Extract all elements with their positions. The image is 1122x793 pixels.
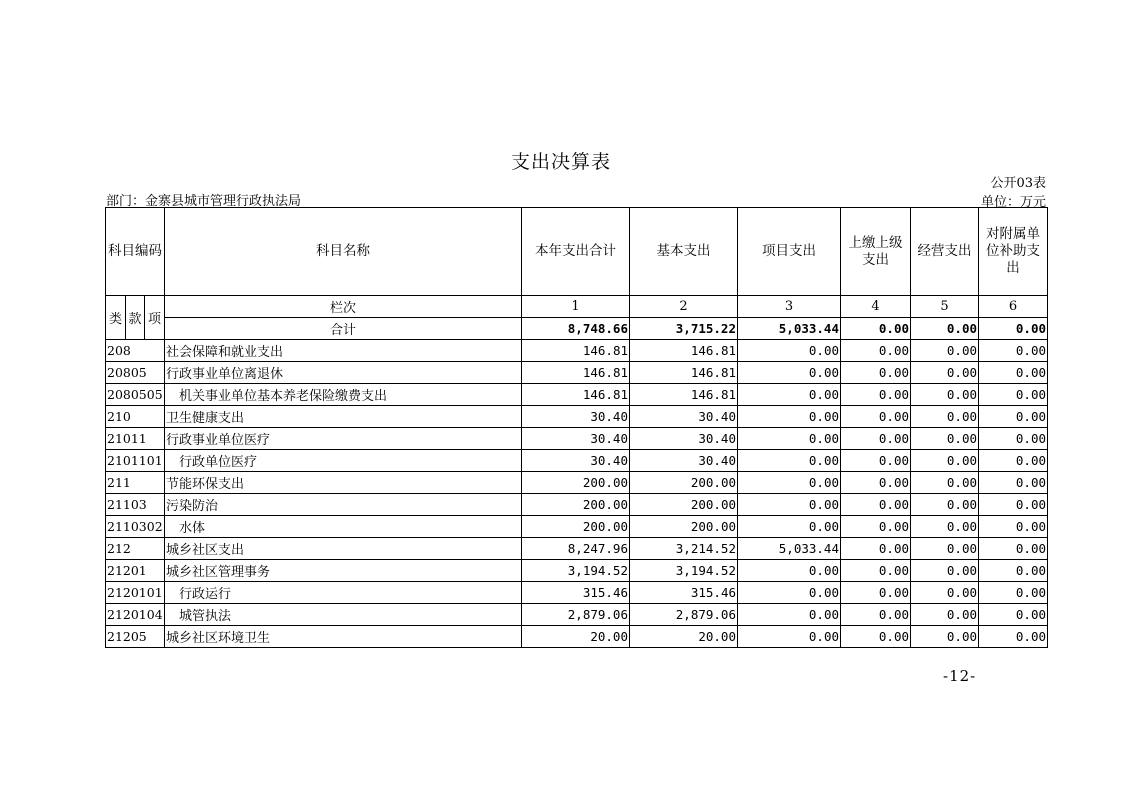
table-row bbox=[106, 560, 1048, 582]
project-cell: 0.00 bbox=[738, 516, 841, 538]
subject-name-cell: 污染防治 bbox=[165, 494, 522, 516]
subsidy-cell: 0.00 bbox=[979, 538, 1048, 560]
business-cell: 0.00 bbox=[911, 450, 979, 472]
project-cell: 0.00 bbox=[738, 362, 841, 384]
basic-cell: 30.40 bbox=[630, 428, 738, 450]
business-cell: 0.00 bbox=[911, 560, 979, 582]
total-cell: 30.40 bbox=[522, 450, 630, 472]
upper-cell: 0.00 bbox=[841, 538, 911, 560]
total-cell: 3,194.52 bbox=[522, 560, 630, 582]
subject-name-cell: 城管执法 bbox=[165, 604, 522, 626]
total-cell: 2,879.06 bbox=[522, 604, 630, 626]
table-row bbox=[106, 582, 1048, 604]
basic-cell: 30.40 bbox=[630, 406, 738, 428]
basic-cell: 146.81 bbox=[630, 340, 738, 362]
col-index-4: 4 bbox=[841, 296, 911, 318]
business-cell: 0.00 bbox=[911, 428, 979, 450]
basic-cell: 3,214.52 bbox=[630, 538, 738, 560]
basic-cell: 200.00 bbox=[630, 494, 738, 516]
subject-code-cell: 2120104 bbox=[106, 604, 165, 626]
total-upper-cell: 0.00 bbox=[841, 318, 911, 340]
basic-cell: 30.40 bbox=[630, 450, 738, 472]
subject-name-cell: 行政事业单位离退休 bbox=[165, 362, 522, 384]
header-name: 科目名称 bbox=[165, 208, 522, 296]
total-cell: 20.00 bbox=[522, 626, 630, 648]
basic-cell: 200.00 bbox=[630, 516, 738, 538]
project-cell: 0.00 bbox=[738, 450, 841, 472]
subject-code-cell: 210 bbox=[106, 406, 165, 428]
header-upper: 上缴上级支出 bbox=[841, 208, 911, 296]
table-row bbox=[106, 406, 1048, 428]
page-number: -12- bbox=[943, 667, 977, 685]
total-cell: 30.40 bbox=[522, 406, 630, 428]
subject-code-cell: 211 bbox=[106, 472, 165, 494]
basic-cell: 146.81 bbox=[630, 384, 738, 406]
subject-name-cell: 机关事业单位基本养老保险缴费支出 bbox=[165, 384, 522, 406]
total-label: 合计 bbox=[165, 318, 522, 340]
table-row bbox=[106, 516, 1048, 538]
business-cell: 0.00 bbox=[911, 472, 979, 494]
subject-name-cell: 水体 bbox=[165, 516, 522, 538]
total-cell: 200.00 bbox=[522, 516, 630, 538]
table-row bbox=[106, 340, 1048, 362]
total-cell: 200.00 bbox=[522, 494, 630, 516]
subject-code-cell: 2120101 bbox=[106, 582, 165, 604]
table-row bbox=[106, 472, 1048, 494]
col-index-1: 1 bbox=[522, 296, 630, 318]
upper-cell: 0.00 bbox=[841, 626, 911, 648]
project-cell: 0.00 bbox=[738, 582, 841, 604]
unit-label: 单位：万元 bbox=[980, 195, 1046, 210]
col-index-5: 5 bbox=[911, 296, 979, 318]
subsidy-cell: 0.00 bbox=[979, 560, 1048, 582]
column-index-row bbox=[106, 296, 1048, 318]
upper-cell: 0.00 bbox=[841, 472, 911, 494]
business-cell: 0.00 bbox=[911, 626, 979, 648]
subsidy-cell: 0.00 bbox=[979, 494, 1048, 516]
subsidy-cell: 0.00 bbox=[979, 362, 1048, 384]
subsidy-cell: 0.00 bbox=[979, 626, 1048, 648]
total-cell: 146.81 bbox=[522, 340, 630, 362]
project-cell: 0.00 bbox=[738, 604, 841, 626]
header-lanci: 栏次 bbox=[165, 296, 522, 318]
header-business: 经营支出 bbox=[911, 208, 979, 296]
subject-name-cell: 城乡社区环境卫生 bbox=[165, 626, 522, 648]
subject-code-cell: 208 bbox=[106, 340, 165, 362]
table-row bbox=[106, 362, 1048, 384]
subsidy-cell: 0.00 bbox=[979, 384, 1048, 406]
total-row bbox=[106, 318, 1048, 340]
subject-name-cell: 行政事业单位医疗 bbox=[165, 428, 522, 450]
upper-cell: 0.00 bbox=[841, 362, 911, 384]
upper-cell: 0.00 bbox=[841, 450, 911, 472]
subject-code-cell: 20805 bbox=[106, 362, 165, 384]
subject-code-cell: 2080505 bbox=[106, 384, 165, 406]
header-basic: 基本支出 bbox=[630, 208, 738, 296]
business-cell: 0.00 bbox=[911, 538, 979, 560]
business-cell: 0.00 bbox=[911, 384, 979, 406]
header-project: 项目支出 bbox=[738, 208, 841, 296]
basic-cell: 20.00 bbox=[630, 626, 738, 648]
subject-name-cell: 行政单位医疗 bbox=[165, 450, 522, 472]
subject-code-cell: 2110302 bbox=[106, 516, 165, 538]
header-lei: 类 bbox=[106, 296, 126, 340]
department-label: 部门：金寨县城市管理行政执法局 bbox=[106, 194, 302, 209]
total-cell: 146.81 bbox=[522, 384, 630, 406]
table-row bbox=[106, 450, 1048, 472]
total-cell: 8,247.96 bbox=[522, 538, 630, 560]
subsidy-cell: 0.00 bbox=[979, 604, 1048, 626]
upper-cell: 0.00 bbox=[841, 494, 911, 516]
upper-cell: 0.00 bbox=[841, 340, 911, 362]
project-cell: 5,033.44 bbox=[738, 538, 841, 560]
header-code: 科目编码 bbox=[106, 208, 165, 296]
header-row bbox=[106, 208, 1048, 296]
table-row bbox=[106, 604, 1048, 626]
table-row bbox=[106, 384, 1048, 406]
basic-cell: 146.81 bbox=[630, 362, 738, 384]
page-title: 支出决算表 bbox=[510, 151, 611, 173]
business-cell: 0.00 bbox=[911, 340, 979, 362]
total-project-cell: 5,033.44 bbox=[738, 318, 841, 340]
subsidy-cell: 0.00 bbox=[979, 406, 1048, 428]
header-kuan: 款 bbox=[126, 296, 145, 340]
total-cell: 146.81 bbox=[522, 362, 630, 384]
total-cell: 30.40 bbox=[522, 428, 630, 450]
subject-name-cell: 卫生健康支出 bbox=[165, 406, 522, 428]
project-cell: 0.00 bbox=[738, 494, 841, 516]
header-xiang: 项 bbox=[145, 296, 165, 340]
project-cell: 0.00 bbox=[738, 428, 841, 450]
upper-cell: 0.00 bbox=[841, 406, 911, 428]
subject-name-cell: 行政运行 bbox=[165, 582, 522, 604]
header-subsidy: 对附属单位补助支出 bbox=[979, 208, 1048, 296]
subject-name-cell: 城乡社区支出 bbox=[165, 538, 522, 560]
project-cell: 0.00 bbox=[738, 560, 841, 582]
table-row bbox=[106, 538, 1048, 560]
basic-cell: 3,194.52 bbox=[630, 560, 738, 582]
basic-cell: 200.00 bbox=[630, 472, 738, 494]
business-cell: 0.00 bbox=[911, 494, 979, 516]
project-cell: 0.00 bbox=[738, 626, 841, 648]
header-total: 本年支出合计 bbox=[522, 208, 630, 296]
subject-name-cell: 节能环保支出 bbox=[165, 472, 522, 494]
subsidy-cell: 0.00 bbox=[979, 428, 1048, 450]
total-cell: 315.46 bbox=[522, 582, 630, 604]
subject-code-cell: 2101101 bbox=[106, 450, 165, 472]
business-cell: 0.00 bbox=[911, 406, 979, 428]
upper-cell: 0.00 bbox=[841, 516, 911, 538]
total-business-cell: 0.00 bbox=[911, 318, 979, 340]
subject-name-cell: 城乡社区管理事务 bbox=[165, 560, 522, 582]
subsidy-cell: 0.00 bbox=[979, 450, 1048, 472]
subject-code-cell: 21205 bbox=[106, 626, 165, 648]
subject-code-cell: 21011 bbox=[106, 428, 165, 450]
project-cell: 0.00 bbox=[738, 384, 841, 406]
col-index-2: 2 bbox=[630, 296, 738, 318]
total-basic-cell: 3,715.22 bbox=[630, 318, 738, 340]
basic-cell: 315.46 bbox=[630, 582, 738, 604]
subject-name-cell: 社会保障和就业支出 bbox=[165, 340, 522, 362]
col-index-3: 3 bbox=[738, 296, 841, 318]
table-row bbox=[106, 428, 1048, 450]
form-number: 公开03表 bbox=[990, 176, 1046, 191]
table-row bbox=[106, 494, 1048, 516]
subsidy-cell: 0.00 bbox=[979, 472, 1048, 494]
project-cell: 0.00 bbox=[738, 406, 841, 428]
business-cell: 0.00 bbox=[911, 582, 979, 604]
business-cell: 0.00 bbox=[911, 604, 979, 626]
upper-cell: 0.00 bbox=[841, 604, 911, 626]
expenditure-table bbox=[105, 207, 1048, 648]
upper-cell: 0.00 bbox=[841, 384, 911, 406]
project-cell: 0.00 bbox=[738, 472, 841, 494]
col-index-6: 6 bbox=[979, 296, 1048, 318]
subject-code-cell: 212 bbox=[106, 538, 165, 560]
subsidy-cell: 0.00 bbox=[979, 516, 1048, 538]
total-cell: 8,748.66 bbox=[522, 318, 630, 340]
upper-cell: 0.00 bbox=[841, 428, 911, 450]
table-row bbox=[106, 626, 1048, 648]
business-cell: 0.00 bbox=[911, 362, 979, 384]
subject-code-cell: 21201 bbox=[106, 560, 165, 582]
total-cell: 200.00 bbox=[522, 472, 630, 494]
subsidy-cell: 0.00 bbox=[979, 340, 1048, 362]
total-subsidy-cell: 0.00 bbox=[979, 318, 1048, 340]
project-cell: 0.00 bbox=[738, 340, 841, 362]
subject-code-cell: 21103 bbox=[106, 494, 165, 516]
business-cell: 0.00 bbox=[911, 516, 979, 538]
basic-cell: 2,879.06 bbox=[630, 604, 738, 626]
upper-cell: 0.00 bbox=[841, 582, 911, 604]
upper-cell: 0.00 bbox=[841, 560, 911, 582]
subsidy-cell: 0.00 bbox=[979, 582, 1048, 604]
